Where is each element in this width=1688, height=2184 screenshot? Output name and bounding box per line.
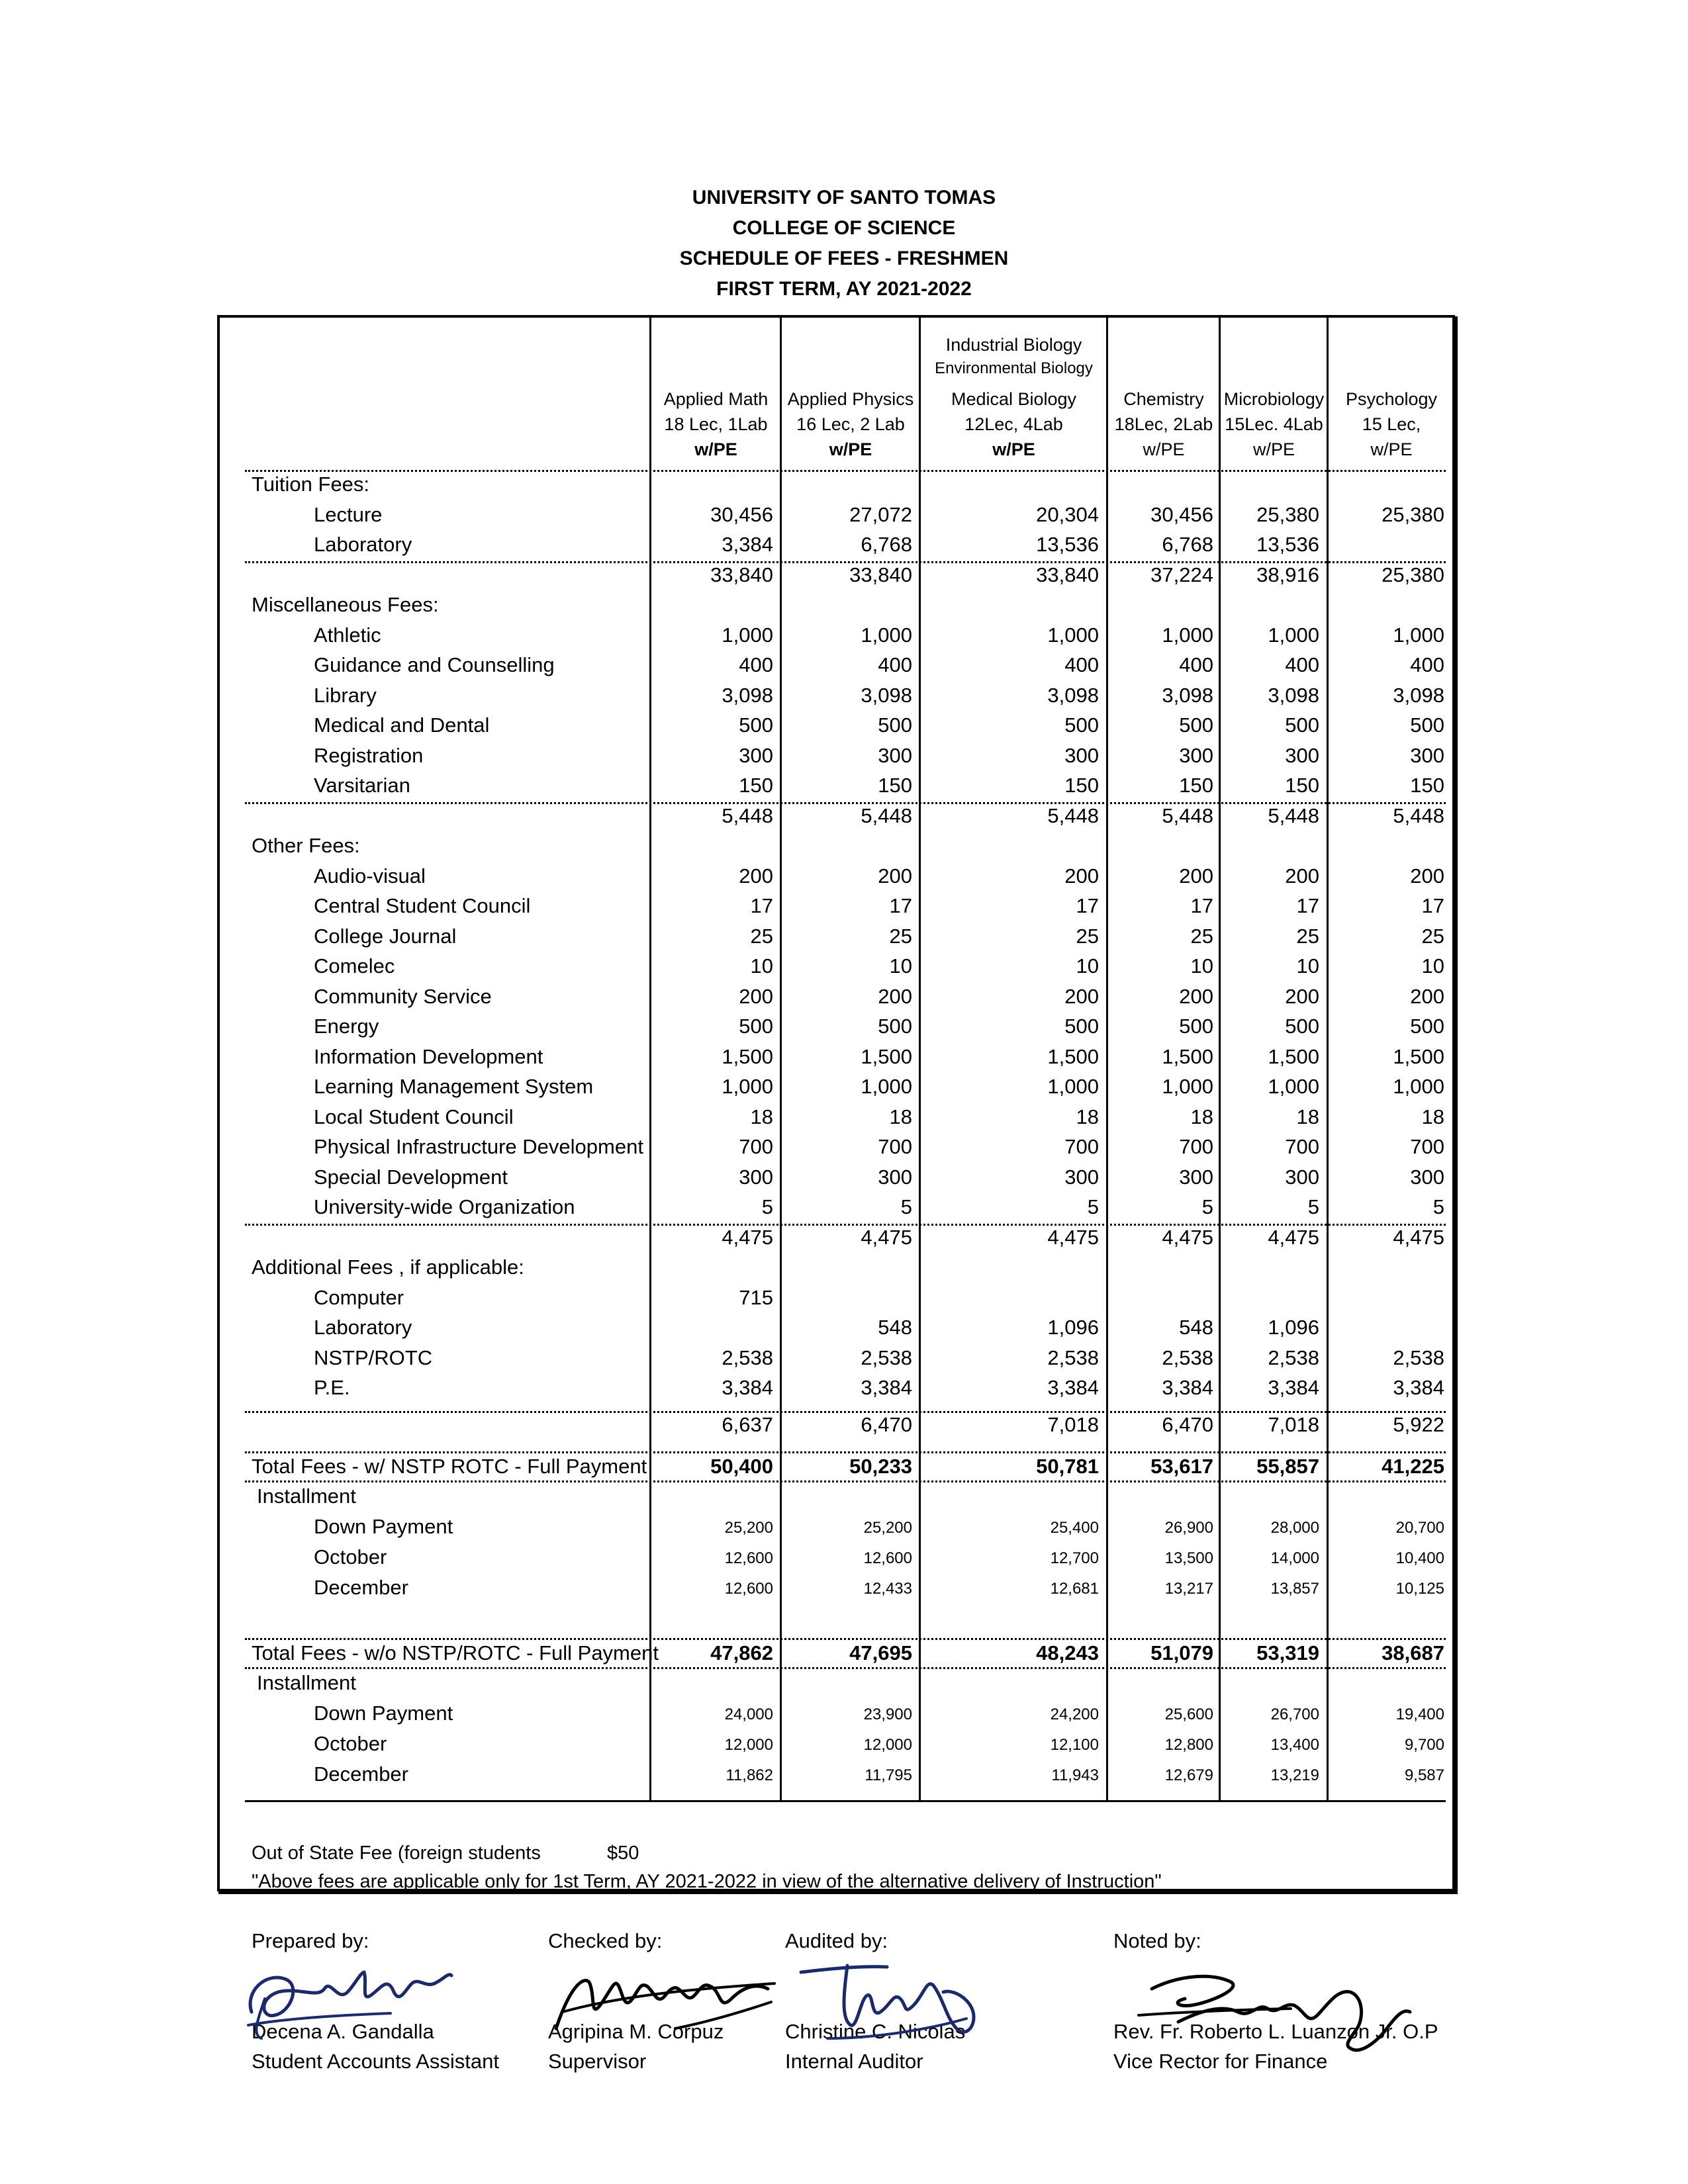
installment-value: 10,125 <box>1395 1580 1444 1598</box>
total-value: 50,781 <box>1036 1455 1099 1478</box>
installment-value: 12,000 <box>863 1736 912 1754</box>
subtotal-value: 38,916 <box>1256 563 1319 586</box>
fee-value: 500 <box>739 1015 773 1038</box>
subtotal-value: 7,018 <box>1268 1412 1319 1436</box>
fee-value: 3,098 <box>1268 683 1319 707</box>
signatory-title: Supervisor <box>548 2050 647 2073</box>
signatory-role: Audited by: <box>785 1929 888 1952</box>
fee-value: 200 <box>739 984 773 1008</box>
signature-gandalla <box>238 1952 457 2045</box>
fee-value: 18 <box>1190 1105 1213 1128</box>
installment-value: 12,700 <box>1050 1549 1099 1567</box>
fee-value: 17 <box>750 894 773 917</box>
title-line: COLLEGE OF SCIENCE <box>732 217 956 239</box>
fee-value: 150 <box>1410 774 1444 797</box>
fee-item-label: NSTP/ROTC <box>314 1345 433 1369</box>
installment-value: 9,587 <box>1404 1766 1444 1784</box>
fee-value: 500 <box>739 713 773 737</box>
installment-value: 9,700 <box>1404 1736 1444 1754</box>
installment-value: 19,400 <box>1395 1706 1444 1723</box>
fee-value: 17 <box>1190 894 1213 917</box>
fee-value: 400 <box>1179 653 1213 676</box>
signatory-title: Vice Rector for Finance <box>1113 2050 1328 2073</box>
fee-item-label: Community Service <box>314 984 492 1008</box>
fee-item-label: College Journal <box>314 924 457 948</box>
fee-value: 17 <box>889 894 912 917</box>
fee-value: 500 <box>1410 1015 1444 1038</box>
column-header-top: Environmental Biology <box>935 359 1093 377</box>
fee-value: 300 <box>739 1165 773 1189</box>
fee-value: 25,380 <box>1256 502 1319 526</box>
title-line: FIRST TERM, AY 2021-2022 <box>716 278 972 300</box>
fee-value: 200 <box>1410 864 1444 887</box>
installment-value: 26,900 <box>1164 1519 1213 1537</box>
installment-value: 13,857 <box>1270 1580 1319 1598</box>
fee-value: 1,000 <box>1047 623 1099 647</box>
fee-value: 300 <box>739 743 773 767</box>
fee-value: 13,536 <box>1256 533 1319 556</box>
fee-value: 300 <box>1179 1165 1213 1189</box>
column-header: w/PE <box>992 439 1035 459</box>
fee-value: 18 <box>1076 1105 1099 1128</box>
column-header: 12Lec, 4Lab <box>964 414 1063 434</box>
fee-value: 300 <box>1410 743 1444 767</box>
subtotal-value: 4,475 <box>722 1225 773 1249</box>
subtotal-value: 33,840 <box>849 563 912 586</box>
fee-value: 10 <box>1421 954 1444 978</box>
signature-corpuz <box>543 1949 781 2048</box>
fee-item-label: Special Development <box>314 1165 508 1189</box>
total-value: 47,862 <box>710 1641 773 1664</box>
installment-value: 24,000 <box>724 1706 773 1723</box>
signatory-name: Agripina M. Corpuz <box>548 2020 724 2043</box>
installment-value: 12,600 <box>724 1549 773 1567</box>
fee-value: 400 <box>1064 653 1099 676</box>
installment-value: 13,217 <box>1164 1580 1213 1598</box>
fee-value: 150 <box>1285 774 1319 797</box>
subtotal-value: 37,224 <box>1150 563 1213 586</box>
column-header: w/PE <box>694 439 737 459</box>
subtotal-value: 6,637 <box>722 1412 773 1436</box>
fee-value: 700 <box>1064 1135 1099 1158</box>
fee-value: 2,538 <box>1393 1345 1444 1369</box>
fee-item-label: Computer <box>314 1285 404 1309</box>
installment-value: 12,600 <box>863 1549 912 1567</box>
document-title <box>0 183 1688 304</box>
fee-value: 500 <box>1410 713 1444 737</box>
fee-value: 1,000 <box>861 1075 912 1098</box>
fee-value: 500 <box>1064 1015 1099 1038</box>
footer-note: "Above fees are applicable only for 1st Term, AY 2021-2022 in view of the alternative delivery of Instruction" <box>252 1871 1162 1892</box>
fee-value: 25,380 <box>1382 502 1444 526</box>
fee-value: 5 <box>1201 1195 1213 1218</box>
fee-value: 200 <box>739 864 773 887</box>
fee-item-label: Registration <box>314 743 424 767</box>
installment-value: 11,943 <box>1051 1766 1099 1784</box>
total-value: 47,695 <box>849 1641 912 1664</box>
installment-value: 12,100 <box>1050 1736 1099 1754</box>
fee-value: 400 <box>739 653 773 676</box>
fee-value: 200 <box>1410 984 1444 1008</box>
fee-value: 3,384 <box>1162 1376 1213 1399</box>
fee-value: 10 <box>750 954 773 978</box>
fee-value: 300 <box>1410 1165 1444 1189</box>
fee-value: 200 <box>1285 984 1319 1008</box>
signatory-role: Prepared by: <box>252 1929 369 1952</box>
column-header: 18 Lec, 1Lab <box>664 414 768 434</box>
subtotal-value: 6,470 <box>861 1412 912 1436</box>
fee-value: 200 <box>1285 864 1319 887</box>
fee-value: 10 <box>889 954 912 978</box>
signatory-name: Decena A. Gandalla <box>252 2020 434 2043</box>
fee-value: 27,072 <box>849 502 912 526</box>
total-value: 55,857 <box>1256 1455 1319 1478</box>
fee-value: 3,384 <box>1268 1376 1319 1399</box>
installment-value: 13,500 <box>1164 1549 1213 1567</box>
table-bottom-rule <box>245 1800 1446 1802</box>
fee-value: 3,384 <box>722 1376 773 1399</box>
subtotal-value: 5,448 <box>861 803 912 827</box>
column-header: Applied Physics <box>787 389 914 409</box>
installment-value: 11,795 <box>865 1766 912 1784</box>
total-label: Total Fees - w/o NSTP/ROTC - Full Payment <box>252 1641 659 1664</box>
fee-value: 5 <box>900 1195 912 1218</box>
installment-item-label: December <box>314 1576 408 1599</box>
fee-value: 3,384 <box>1393 1376 1444 1399</box>
subtotal-value: 5,448 <box>1162 803 1213 827</box>
column-header: w/PE <box>829 439 872 459</box>
fee-value: 5 <box>1307 1195 1319 1218</box>
fee-value: 1,096 <box>1047 1316 1099 1339</box>
subtotal-value: 7,018 <box>1047 1412 1099 1436</box>
fee-value: 500 <box>1064 713 1099 737</box>
fee-item-label: Laboratory <box>314 533 412 556</box>
fee-value: 3,098 <box>1162 683 1213 707</box>
fee-value: 13,536 <box>1036 533 1099 556</box>
fee-value: 500 <box>1285 713 1319 737</box>
fee-value: 3,098 <box>1393 683 1444 707</box>
subtotal-value: 5,448 <box>1047 803 1099 827</box>
out-of-state-label: Out of State Fee (foreign students <box>252 1843 541 1864</box>
fee-value: 300 <box>1064 1165 1099 1189</box>
signatory-name: Rev. Fr. Roberto L. Luanzon Jr. O.P <box>1113 2020 1438 2043</box>
fee-item-label: P.E. <box>314 1376 350 1399</box>
fee-value: 10 <box>1076 954 1099 978</box>
fee-value: 200 <box>1179 984 1213 1008</box>
fee-item-label: Athletic <box>314 623 381 647</box>
total-value: 51,079 <box>1150 1641 1213 1664</box>
fee-value: 1,000 <box>722 1075 773 1098</box>
column-header: 15Lec. 4Lab <box>1225 414 1323 434</box>
signatory-name: Christine C. Nicolas <box>785 2020 966 2043</box>
fee-value: 25 <box>1421 924 1444 948</box>
fee-item-label: Audio-visual <box>314 864 426 887</box>
installment-item-label: Down Payment <box>314 1515 453 1538</box>
total-value: 50,233 <box>849 1455 912 1478</box>
subtotal-value: 33,840 <box>1036 563 1099 586</box>
installment-item-label: October <box>314 1732 387 1755</box>
total-value: 48,243 <box>1036 1641 1099 1664</box>
fee-value: 548 <box>1179 1316 1213 1339</box>
column-header: Chemistry <box>1123 389 1204 409</box>
fee-value: 700 <box>739 1135 773 1158</box>
column-header: w/PE <box>1143 439 1185 459</box>
total-value: 53,617 <box>1150 1455 1213 1478</box>
fee-value: 17 <box>1076 894 1099 917</box>
signatory-title: Student Accounts Assistant <box>252 2050 499 2073</box>
installment-value: 23,900 <box>863 1706 912 1723</box>
fee-value: 500 <box>1179 1015 1213 1038</box>
installment-label: Installment <box>257 1484 356 1508</box>
installment-value: 28,000 <box>1270 1519 1319 1537</box>
installment-value: 11,862 <box>726 1766 773 1784</box>
fee-value: 1,000 <box>1393 1075 1444 1098</box>
column-header: Psychology <box>1345 389 1438 409</box>
total-value: 50,400 <box>710 1455 773 1478</box>
fee-value: 25 <box>1076 924 1099 948</box>
installment-value: 12,433 <box>863 1580 912 1598</box>
fee-value: 1,000 <box>1047 1075 1099 1098</box>
installment-item-label: December <box>314 1762 408 1786</box>
fee-value: 2,538 <box>1162 1345 1213 1369</box>
signature-luanzon <box>1125 1962 1417 2062</box>
fee-value: 1,096 <box>1268 1316 1319 1339</box>
fee-item-label: Varsitarian <box>314 774 410 797</box>
signature-nicolas <box>788 1939 986 2052</box>
fee-value: 1,500 <box>722 1044 773 1068</box>
installment-item-label: October <box>314 1545 387 1569</box>
fee-value: 3,098 <box>1047 683 1099 707</box>
out-of-state-value: $50 <box>607 1843 639 1864</box>
subtotal-value: 4,475 <box>1162 1225 1213 1249</box>
subtotal-value: 5,448 <box>1268 803 1319 827</box>
installment-item-label: Down Payment <box>314 1702 453 1725</box>
fee-value: 150 <box>878 774 912 797</box>
fee-item-label: Information Development <box>314 1044 543 1068</box>
installment-value: 25,600 <box>1164 1706 1213 1723</box>
fee-value: 20,304 <box>1036 502 1099 526</box>
fee-value: 1,500 <box>861 1044 912 1068</box>
installment-value: 12,679 <box>1164 1766 1213 1784</box>
column-header: Medical Biology <box>951 389 1077 409</box>
subtotal-value: 4,475 <box>1393 1225 1444 1249</box>
title-line: UNIVERSITY OF SANTO TOMAS <box>692 187 996 208</box>
subtotal-value: 25,380 <box>1382 563 1444 586</box>
fee-value: 18 <box>889 1105 912 1128</box>
fee-value: 700 <box>1179 1135 1213 1158</box>
fee-value: 300 <box>1064 743 1099 767</box>
installment-value: 25,200 <box>724 1519 773 1537</box>
fee-value: 17 <box>1296 894 1319 917</box>
fee-section-label: Tuition Fees: <box>252 473 370 496</box>
fee-value: 2,538 <box>722 1345 773 1369</box>
fee-value: 150 <box>1064 774 1099 797</box>
column-header: 16 Lec, 2 Lab <box>796 414 905 434</box>
fee-item-label: Comelec <box>314 954 395 978</box>
column-header: 18Lec, 2Lab <box>1114 414 1213 434</box>
fee-value: 5 <box>761 1195 773 1218</box>
frame-shadow-right <box>1454 316 1458 1894</box>
fee-value: 300 <box>1285 743 1319 767</box>
fee-value: 1,000 <box>722 623 773 647</box>
subtotal-value: 4,475 <box>861 1225 912 1249</box>
fee-item-label: University-wide Organization <box>314 1195 575 1218</box>
fee-value: 500 <box>1285 1015 1319 1038</box>
subtotal-value: 5,448 <box>1393 803 1444 827</box>
fee-value: 200 <box>1064 984 1099 1008</box>
installment-label: Installment <box>257 1671 356 1694</box>
total-label: Total Fees - w/ NSTP ROTC - Full Payment <box>252 1455 647 1478</box>
fee-value: 1,000 <box>1162 1075 1213 1098</box>
column-header: w/PE <box>1370 439 1413 459</box>
subtotal-value: 33,840 <box>710 563 773 586</box>
fee-value: 200 <box>878 984 912 1008</box>
fee-item-label: Laboratory <box>314 1316 412 1339</box>
fee-value: 700 <box>1410 1135 1444 1158</box>
fee-value: 700 <box>878 1135 912 1158</box>
fee-value: 715 <box>739 1285 773 1309</box>
installment-value: 12,000 <box>724 1736 773 1754</box>
fee-value: 30,456 <box>1150 502 1213 526</box>
installment-value: 25,200 <box>863 1519 912 1537</box>
fee-value: 3,098 <box>722 683 773 707</box>
installment-value: 25,400 <box>1050 1519 1099 1537</box>
fee-value: 17 <box>1421 894 1444 917</box>
fee-value: 300 <box>878 743 912 767</box>
subtotal-value: 4,475 <box>1047 1225 1099 1249</box>
subtotal-value: 6,470 <box>1162 1412 1213 1436</box>
fee-value: 400 <box>1285 653 1319 676</box>
fee-value: 1,000 <box>1393 623 1444 647</box>
fee-value: 200 <box>1064 864 1099 887</box>
fee-value: 5 <box>1087 1195 1099 1218</box>
fee-value: 10 <box>1190 954 1213 978</box>
fee-value: 2,538 <box>861 1345 912 1369</box>
fee-value: 548 <box>878 1316 912 1339</box>
fee-value: 10 <box>1296 954 1319 978</box>
signatory-role: Checked by: <box>548 1929 663 1952</box>
signatory-title: Internal Auditor <box>785 2050 923 2073</box>
fee-item-label: Central Student Council <box>314 894 531 917</box>
column-header-top: Industrial Biology <box>945 335 1082 355</box>
fee-value: 500 <box>878 1015 912 1038</box>
total-value: 53,319 <box>1256 1641 1319 1664</box>
fee-section-label: Other Fees: <box>252 834 360 857</box>
installment-value: 14,000 <box>1270 1549 1319 1567</box>
fee-item-label: Energy <box>314 1015 379 1038</box>
subtotal-value: 4,475 <box>1268 1225 1319 1249</box>
fee-value: 3,384 <box>1047 1376 1099 1399</box>
fee-value: 3,384 <box>722 533 773 556</box>
installment-value: 10,400 <box>1395 1549 1444 1567</box>
installment-value: 20,700 <box>1395 1519 1444 1537</box>
fee-value: 150 <box>739 774 773 797</box>
column-header: Applied Math <box>663 389 769 409</box>
fee-value: 18 <box>1296 1105 1319 1128</box>
total-divider-bottom <box>245 1667 1446 1669</box>
fee-value: 3,384 <box>861 1376 912 1399</box>
total-divider-bottom <box>245 1480 1446 1482</box>
fee-value: 1,500 <box>1268 1044 1319 1068</box>
fee-value: 25 <box>1190 924 1213 948</box>
fee-value: 25 <box>1296 924 1319 948</box>
fee-value: 400 <box>878 653 912 676</box>
fee-value: 500 <box>878 713 912 737</box>
fee-value: 25 <box>750 924 773 948</box>
fee-value: 200 <box>878 864 912 887</box>
subtotal-value: 5,922 <box>1393 1412 1444 1436</box>
fee-value: 1,500 <box>1162 1044 1213 1068</box>
fee-value: 3,098 <box>861 683 912 707</box>
fee-value: 300 <box>878 1165 912 1189</box>
total-value: 38,687 <box>1382 1641 1444 1664</box>
header-divider <box>245 470 1446 472</box>
fee-item-label: Local Student Council <box>314 1105 514 1128</box>
title-line: SCHEDULE OF FEES - FRESHMEN <box>679 248 1009 269</box>
fee-value: 1,500 <box>1047 1044 1099 1068</box>
column-header: 15 Lec, <box>1362 414 1421 434</box>
subtotal-value: 5,448 <box>722 803 773 827</box>
installment-value: 12,600 <box>724 1580 773 1598</box>
fee-value: 1,000 <box>1268 623 1319 647</box>
fee-item-label: Lecture <box>314 502 383 526</box>
fee-value: 18 <box>1421 1105 1444 1128</box>
installment-value: 24,200 <box>1050 1706 1099 1723</box>
fee-item-label: Medical and Dental <box>314 713 490 737</box>
fee-item-label: Learning Management System <box>314 1075 594 1098</box>
fee-value: 700 <box>1285 1135 1319 1158</box>
fee-value: 30,456 <box>710 502 773 526</box>
fee-value: 500 <box>1179 713 1213 737</box>
fee-value: 300 <box>1285 1165 1319 1189</box>
fee-value: 5 <box>1432 1195 1444 1218</box>
fee-value: 6,768 <box>861 533 912 556</box>
fee-value: 18 <box>750 1105 773 1128</box>
fee-item-label: Physical Infrastructure Development <box>314 1135 643 1158</box>
fee-item-label: Library <box>314 683 377 707</box>
fee-value: 300 <box>1179 743 1213 767</box>
fee-value: 1,000 <box>1268 1075 1319 1098</box>
fee-value: 150 <box>1179 774 1213 797</box>
column-header: Microbiology <box>1223 389 1325 409</box>
column-header: w/PE <box>1252 439 1295 459</box>
fee-section-label: Additional Fees , if applicable: <box>252 1255 524 1279</box>
fee-value: 400 <box>1410 653 1444 676</box>
fee-value: 6,768 <box>1162 533 1213 556</box>
fee-item-label: Guidance and Counselling <box>314 653 555 676</box>
fee-value: 2,538 <box>1268 1345 1319 1369</box>
fee-value: 1,000 <box>861 623 912 647</box>
fee-value: 200 <box>1179 864 1213 887</box>
installment-value: 26,700 <box>1270 1706 1319 1723</box>
signatory-role: Noted by: <box>1113 1929 1201 1952</box>
fee-value: 1,500 <box>1393 1044 1444 1068</box>
installment-value: 13,400 <box>1270 1736 1319 1754</box>
fee-value: 1,000 <box>1162 623 1213 647</box>
fee-section-label: Miscellaneous Fees: <box>252 593 439 616</box>
installment-value: 12,681 <box>1050 1580 1099 1598</box>
fee-value: 2,538 <box>1047 1345 1099 1369</box>
total-value: 41,225 <box>1382 1455 1444 1478</box>
installment-value: 12,800 <box>1164 1736 1213 1754</box>
fee-value: 25 <box>889 924 912 948</box>
installment-value: 13,219 <box>1270 1766 1319 1784</box>
